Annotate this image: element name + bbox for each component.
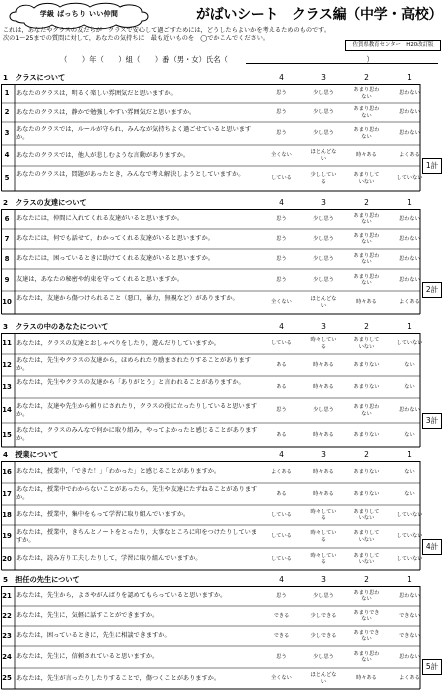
answer-option[interactable]: あまりしていない	[353, 172, 380, 185]
answer-option[interactable]: 思う	[276, 255, 287, 262]
answer-option[interactable]: している	[271, 175, 292, 182]
answer-option[interactable]: 時々している	[310, 337, 337, 350]
question-number: 6	[4, 214, 10, 223]
answer-option[interactable]: 思わない	[399, 235, 420, 242]
answer-option[interactable]: 時々している	[310, 530, 337, 543]
answer-option[interactable]: ある	[276, 361, 287, 368]
question-text: あなたには，困っているときに助けてくれる友達がいると思いますか。	[16, 255, 214, 262]
answer-option[interactable]: あまり思わない	[353, 650, 380, 663]
section-total-box[interactable]: 1計	[422, 158, 442, 174]
answer-option[interactable]: 思わない	[399, 653, 420, 660]
question-text: あなたは，先生が言ったりしたりすることで，傷つくことがありますか。	[16, 674, 221, 682]
answer-option[interactable]: 思う	[276, 109, 287, 116]
answer-option[interactable]: 時々ある	[356, 675, 377, 682]
answer-option[interactable]: あまりしていない	[353, 337, 380, 350]
question-number: 15	[2, 430, 12, 439]
question-text: あなたには，何でも話せて，わかってくれる友達がいると思いますか。	[16, 235, 214, 242]
scale-number: 1	[407, 198, 412, 207]
answer-option[interactable]: 思う	[276, 407, 287, 414]
answer-option[interactable]: あまり思わない	[353, 232, 380, 245]
question-text: あなたのクラスは，静かで勉強しやすい雰囲気だと思いますか。	[16, 108, 196, 116]
question-number: 8	[4, 254, 10, 263]
answer-option[interactable]: よくある	[399, 675, 420, 682]
answer-option[interactable]: ない	[404, 431, 415, 438]
answer-option[interactable]: していない	[396, 533, 423, 540]
question-text: あなたは，読み方り工夫したりして，学習に取り組んでいますか。	[16, 555, 202, 562]
answer-option[interactable]: 時々ある	[313, 383, 334, 390]
question-number: 5	[4, 174, 10, 182]
answer-option[interactable]: あまり思わない	[353, 87, 380, 100]
question-number: 20	[2, 554, 12, 563]
question-text: あなたは，友達から傷つけられること（悪口，暴力，無視など）がありますか。	[16, 294, 239, 302]
question-number: 19	[2, 532, 12, 540]
question-text: あなたは，クラスのみんなで何かに取り組み，やってよかったと感じることがありますか。	[16, 427, 258, 442]
answer-option[interactable]: 思う	[276, 653, 287, 660]
answer-option[interactable]: 少し思う	[313, 255, 334, 262]
answer-option[interactable]: ない	[404, 468, 415, 475]
student-info-line: （ ）年（ ）組（ ）番（男・女）氏名（ ）	[60, 55, 374, 64]
question-number: 17	[2, 489, 12, 498]
answer-option[interactable]: 時々ある	[313, 468, 334, 475]
answer-option[interactable]: している	[271, 555, 292, 562]
answer-option[interactable]: 思わない	[399, 407, 420, 414]
answer-option[interactable]: 思わない	[399, 109, 420, 116]
section-total-box[interactable]: 4計	[422, 539, 442, 555]
section-title: 3 クラスの中のあなたについて	[3, 322, 109, 331]
answer-option[interactable]: できない	[399, 632, 420, 639]
scale-number: 3	[321, 198, 326, 207]
answer-option[interactable]: あまりしていない	[353, 508, 380, 521]
answer-option[interactable]: 少し思う	[313, 109, 334, 116]
answer-option[interactable]: している	[271, 533, 292, 540]
question-number: 13	[2, 382, 12, 391]
scale-number: 3	[321, 73, 326, 82]
answer-option[interactable]: あまりできない	[353, 629, 380, 642]
answer-option[interactable]: あまり思わない	[353, 127, 380, 140]
question-text: あなたは，先生に，気軽に話すことができますか。	[16, 612, 159, 619]
question-text: あなたは，先生やクラスの友達から「ありがとう」と言われることがありますか。	[16, 379, 245, 386]
answer-option[interactable]: 少し思う	[313, 235, 334, 242]
name-underline	[246, 63, 438, 64]
answer-option[interactable]: 思う	[276, 215, 287, 222]
answer-option[interactable]: していない	[396, 511, 423, 518]
instructions	[3, 27, 343, 43]
answer-option[interactable]: あまりない	[353, 468, 380, 475]
sheet-title: がばいシート クラス編（中学・高校）	[196, 7, 443, 23]
scale-number: 2	[364, 198, 369, 207]
question-text: あなたのクラスでは，ルールが守られ，みんなが気持ちよく過ごせていると思いますか。	[16, 125, 252, 141]
answer-option[interactable]: 思わない	[399, 255, 420, 262]
answer-option[interactable]: 時々ある	[356, 152, 377, 159]
answer-option[interactable]: 全くない	[271, 675, 292, 682]
answer-option[interactable]: ある	[276, 490, 287, 497]
answer-option[interactable]: 時々ある	[356, 299, 377, 306]
answer-option[interactable]: ある	[276, 383, 287, 390]
center-label: 佐賀県教育センター H20改訂版	[345, 40, 441, 51]
answer-option[interactable]: ない	[404, 383, 415, 390]
answer-option[interactable]: 思わない	[399, 276, 420, 283]
answer-option[interactable]: 少し思う	[313, 130, 334, 137]
answer-option[interactable]: ほとんどない	[310, 296, 337, 309]
answer-option[interactable]: あまりしていない	[353, 552, 380, 565]
answer-option[interactable]: あまりできない	[353, 609, 380, 622]
section-title: 5 担任の先生について	[3, 575, 80, 584]
answer-option[interactable]: あまり思わない	[353, 252, 380, 265]
question-number: 9	[4, 275, 10, 284]
answer-option[interactable]: 思う	[276, 235, 287, 242]
scale-number: 2	[364, 73, 369, 82]
answer-option[interactable]: 思う	[276, 90, 287, 97]
answer-option[interactable]: できる	[273, 632, 290, 639]
question-number: 21	[2, 591, 12, 600]
answer-option[interactable]: あまりない	[353, 431, 380, 438]
instruction-line-2: 次の1～25までの質問に対して，あなたの気持ちに 最も近いものを ◯でかこんでください。	[3, 35, 270, 43]
answer-option[interactable]: 思う	[276, 130, 287, 137]
answer-option[interactable]: 少ししている	[310, 172, 337, 185]
answer-option[interactable]: できる	[273, 612, 290, 619]
question-text: 友達は，あなたの秘密や約束を守ってくれると思いますか。	[16, 276, 184, 283]
scale-number: 2	[364, 322, 369, 331]
answer-option[interactable]: 時々ある	[313, 361, 334, 368]
answer-option[interactable]: あまり思わない	[353, 404, 380, 417]
question-number: 16	[2, 467, 12, 476]
question-number: 7	[4, 234, 10, 243]
question-number: 23	[2, 631, 12, 640]
question-number: 14	[2, 406, 12, 414]
question-text: あなたは，授業中，きちんとノートをとったり，大事なところに印をつけたりしていますか。	[16, 528, 258, 544]
answer-option[interactable]: 少しできる	[310, 612, 337, 619]
answer-option[interactable]: していない	[396, 175, 423, 182]
question-text: あなたは，先生から，よさやがんばりを認めてもらっていると思いますか。	[16, 592, 227, 599]
answer-option[interactable]: あまり思わない	[353, 106, 380, 119]
question-text: あなたには，仲間に入れてくれる友達がいると思いますか。	[16, 215, 184, 222]
section-total-box[interactable]: 3計	[422, 413, 442, 429]
answer-option[interactable]: していない	[396, 340, 423, 347]
section-title: 4 授業について	[3, 450, 59, 459]
answer-option[interactable]: 全くない	[271, 299, 292, 306]
question-number: 22	[2, 611, 12, 620]
answer-option[interactable]: 思わない	[399, 130, 420, 137]
section-title: 2 クラスの友達について	[3, 198, 87, 207]
section-total-box[interactable]: 5計	[422, 659, 442, 675]
answer-option[interactable]: あまり思わない	[353, 273, 380, 286]
answer-option[interactable]: 少し思う	[313, 276, 334, 283]
answer-option[interactable]: 思う	[276, 276, 287, 283]
question-number: 2	[4, 108, 10, 116]
answer-option[interactable]: 思わない	[399, 215, 420, 222]
answer-option[interactable]: 時々ある	[313, 431, 334, 438]
answer-option[interactable]: 時々している	[310, 552, 337, 565]
answer-option[interactable]: あまりしていない	[353, 530, 380, 543]
scale-number: 4	[279, 73, 284, 82]
scale-number: 3	[321, 450, 326, 459]
answer-option[interactable]: できない	[399, 612, 420, 619]
answer-option[interactable]: ない	[404, 490, 415, 497]
answer-option[interactable]: 思わない	[399, 592, 420, 599]
question-text: あなたのクラスでは，他人が悲しむような言動がありますか。	[16, 151, 190, 159]
answer-option[interactable]: あまり思わない	[353, 589, 380, 602]
answer-option[interactable]: 全くない	[271, 152, 292, 159]
answer-option[interactable]: ほとんどない	[310, 672, 337, 685]
answer-option[interactable]: よくある	[399, 299, 420, 306]
answer-option[interactable]: 少し思う	[313, 653, 334, 660]
scale-number: 4	[279, 322, 284, 331]
scale-number: 3	[321, 322, 326, 331]
answer-option[interactable]: よくある	[271, 468, 292, 475]
question-text: あなたは，授業中，集中をもって学習に取り組んでいますか。	[16, 511, 190, 518]
question-number: 3	[4, 129, 10, 137]
answer-option[interactable]: 少しできる	[310, 632, 337, 639]
question-text: あなたは，先生やクラスの友達から，ほめられたり励まされたりすることがありますか。	[16, 357, 251, 372]
question-text: あなたのクラスは，明るく楽しい雰囲気だと思いますか。	[16, 89, 177, 97]
scale-number: 2	[364, 450, 369, 459]
answer-option[interactable]: あまりない	[353, 490, 380, 497]
question-text: あなたは，授業中でわからないことがあったら，先生や友達にたずねることがありますか。	[16, 486, 258, 501]
answer-option[interactable]: 思わない	[399, 90, 420, 97]
question-text: あなたのクラスは，問題があったとき，みんなで考え解決しようとしていますか。	[16, 170, 245, 178]
answer-option[interactable]: 少し思う	[313, 407, 334, 414]
question-text: あなたは，授業中，「できた！」「わかった」と感じることがありますか。	[16, 468, 221, 475]
scale-number: 2	[364, 575, 369, 584]
answer-option[interactable]: していない	[396, 555, 423, 562]
answer-option[interactable]: ほとんどない	[310, 149, 337, 162]
instruction-line-1: これは，あなたやクラスの友だちが クラスで安心して過ごすためには，どうしたらよいかを考えるためのものです。	[3, 27, 331, 34]
question-text: あなたは，先生に，信頼されていると思いますか。	[16, 653, 159, 660]
answer-option[interactable]: あまり思わない	[353, 212, 380, 225]
question-text: あなたは，クラスの友達とおしゃべりをしたり，遊んだりしていますか。	[16, 339, 220, 347]
question-number: 10	[2, 298, 12, 306]
scale-number: 1	[407, 322, 412, 331]
answer-option[interactable]: ある	[276, 431, 287, 438]
section-title: 1 クラスについて	[3, 73, 66, 82]
question-number: 24	[2, 652, 12, 661]
question-number: 12	[2, 360, 12, 369]
answer-option[interactable]: あまりない	[353, 361, 380, 368]
answer-option[interactable]: よくある	[399, 152, 420, 159]
answer-option[interactable]: している	[271, 340, 292, 347]
question-number: 25	[2, 674, 12, 682]
scale-number: 3	[321, 575, 326, 584]
scale-number: 1	[407, 73, 412, 82]
answer-option[interactable]: 少し思う	[313, 592, 334, 599]
question-number: 11	[2, 339, 12, 347]
scale-number: 4	[279, 575, 284, 584]
answer-option[interactable]: 時々している	[310, 508, 337, 521]
question-number: 18	[2, 510, 12, 519]
answer-option[interactable]: ない	[404, 361, 415, 368]
answer-option[interactable]: 時々ある	[313, 490, 334, 497]
section-total-box[interactable]: 2計	[422, 282, 442, 298]
question-number: 4	[4, 151, 10, 159]
question-text: あなたは，困っているときに，先生に相談できますか。	[16, 632, 171, 639]
answer-option[interactable]: 思う	[276, 592, 287, 599]
question-number: 1	[4, 89, 10, 97]
answer-option[interactable]: 少し思う	[313, 90, 334, 97]
class-slogan: 学級 ばっちり いい仲間	[39, 10, 119, 18]
scale-number: 1	[407, 450, 412, 459]
scale-number: 1	[407, 575, 412, 584]
answer-option[interactable]: あまりない	[353, 383, 380, 390]
scale-number: 4	[279, 198, 284, 207]
answer-option[interactable]: している	[271, 511, 292, 518]
answer-option[interactable]: 少し思う	[313, 215, 334, 222]
scale-number: 4	[279, 450, 284, 459]
question-text: あなたは，友達や先生から頼りにされたり，クラスの役に立ったりしていると思いますか。	[16, 402, 258, 418]
